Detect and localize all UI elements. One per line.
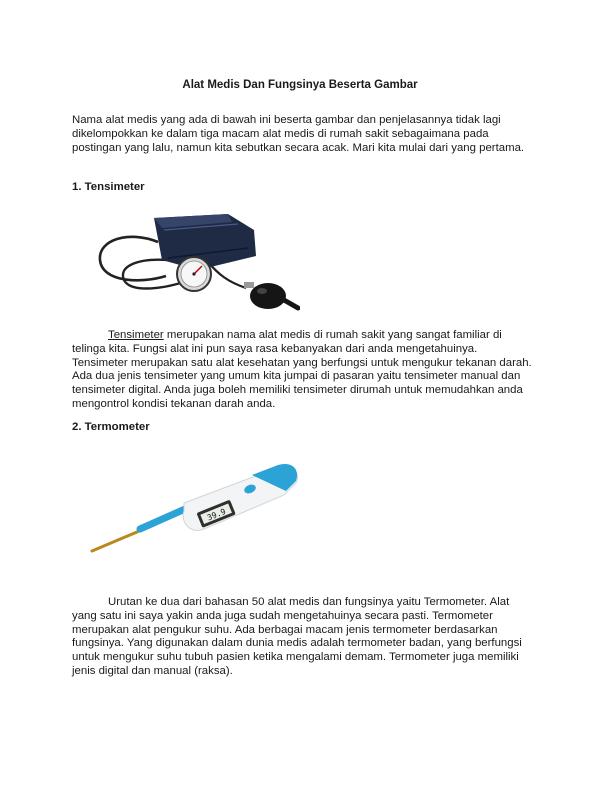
section-heading-termometer: 2. Termometer [72, 421, 150, 433]
tensimeter-body-text: merupakan nama alat medis di rumah sakit yang sangat familiar di telinga kita. Fungsi alat ini pun saya rasa kebanyakan dari anda mengetahuinya. Tensimeter merupakan satu alat kesehatan yang berfungsi untuk mengukur tekanan darah. Ada dua jenis tensimeter yang umum kita jumpai di pasaran yaitu tensimeter manual dan tensimeter digital. Anda juga boleh memiliki tensimeter dirumah untuk memudahkan anda mengontrol kondisi tekanan darah anda. [72, 329, 532, 410]
termometer-body-text: Urutan ke dua dari bahasan 50 alat medis dan fungsinya yaitu Termometer. Alat yang satu ini saya yakin anda juga sudah mengetahuinya secara pasti. Termometer merupakan alat pengukur suhu. Ada berbagai macam jenis termometer berdasarkan fungsinya. Yang digunakan dalam dunia medis adalah termometer badan, yang berfungsi untuk mengukur suhu tubuh pasien ketika mengalami demam. Termometer juga memiliki jenis digital dan manual (raksa). [72, 596, 522, 677]
tensimeter-image [88, 200, 300, 322]
tensimeter-paragraph [72, 329, 534, 412]
tensimeter-link-text: Tensimeter [108, 329, 164, 341]
intro-paragraph: Nama alat medis yang ada di bawah ini beserta gambar dan penjelasannya tidak lagi dikelompokkan ke dalam tiga macam alat medis di rumah sakit sebagaimana pada postingan yang lalu, namun kita sebutkan secara acak. Mari kita mulai dari yang pertama. [72, 114, 525, 154]
termometer-display-reading: 39.9 [205, 506, 228, 523]
termometer-image [84, 455, 306, 565]
section-heading-tensimeter: 1. Tensimeter [72, 181, 145, 193]
document-title: Alat Medis Dan Fungsinya Beserta Gambar [182, 79, 418, 91]
termometer-paragraph [72, 596, 534, 679]
